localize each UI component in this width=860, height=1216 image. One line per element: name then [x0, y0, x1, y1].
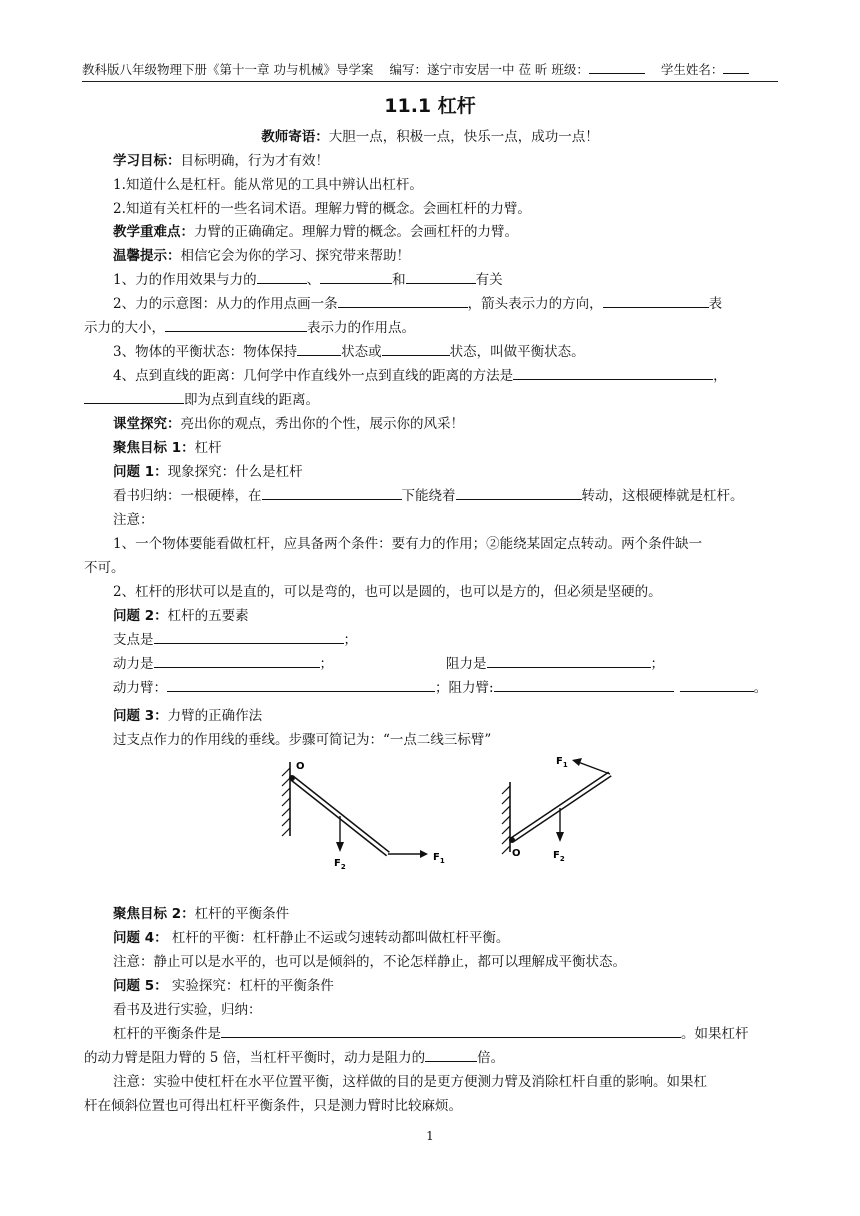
classroom-heading: 课堂探究：亮出你的观点，秀出你的个性，展示你的风采！: [113, 416, 464, 432]
wall-hatching: [282, 762, 290, 836]
force-f2-label: $F_2$: [553, 850, 565, 863]
problem-5-line-2: 杠杆的平衡条件是 。如果杠杆: [113, 1026, 749, 1042]
problem-3-heading: 问题 3：力臂的正确作法: [113, 708, 263, 724]
answer-blank[interactable]: [262, 487, 402, 500]
problem-2-heading: 问题 2：杠杆的五要素: [113, 608, 249, 624]
pivot-label: O: [296, 761, 305, 772]
force-f1-label: $F_1$: [433, 852, 445, 865]
answer-blank[interactable]: [406, 271, 476, 284]
answer-blank[interactable]: [382, 343, 450, 356]
problem-1-heading: 问题 1：现象探究：什么是杠杆: [113, 464, 303, 480]
student-name-blank[interactable]: [723, 61, 749, 74]
note-item-1: 1、一个物体要能看做杠杆，应具备两个条件：要有力的作用；②能绕某固定点转动。两个条件缺一: [113, 536, 703, 552]
problem-5-line-3: 的动力臂是阻力臂的 5 倍，当杠杆平衡时，动力是阻力的 倍。: [84, 1050, 505, 1066]
note-item-1-cont: 不可。: [84, 560, 125, 576]
effort-blank[interactable]: [154, 655, 320, 668]
answer-blank[interactable]: [320, 271, 392, 284]
problem-5-note-cont: 杆在倾斜位置也可得出杠杆平衡条件，只是测力臂时比较麻烦。: [84, 1098, 462, 1114]
key-points: 教学重难点：力臂的正确确定。理解力臂的概念。会画杠杆的力臂。: [113, 224, 518, 240]
answer-blank[interactable]: [603, 295, 709, 308]
problem-4: 问题 4： 杠杆的平衡：杠杆静止不运或匀速转动都叫做杠杆平衡。: [113, 930, 510, 946]
note-item-2: 2、杠杆的形状可以是直的，可以是弯的，也可以是圆的，也可以是方的，但必须是坚硬的。: [113, 584, 662, 600]
teacher-message: 教师寄语：大胆一点，积极一点，快乐一点，成功一点！: [261, 129, 599, 145]
tips-heading: 温馨提示：相信它会为你的学习、探究带来帮助！: [113, 248, 410, 264]
fulcrum-row: 支点是 ；: [113, 632, 357, 648]
page-title: 11.1 杠杆: [384, 95, 476, 117]
tip-question-1: 1、力的作用效果与力的 、 和 有关: [113, 272, 503, 288]
arm-row: 动力臂： ；阻力臂: 。: [113, 680, 768, 696]
header-book-title: 教科版八年级物理下册《第十一章 功与机械》导学案: [82, 62, 374, 77]
learning-goals: 学习目标：目标明确，行为才有效！: [113, 153, 329, 169]
resistance-blank[interactable]: [487, 655, 651, 668]
force-f1-arrow: [388, 850, 428, 858]
lever-figure-2: [490, 752, 640, 872]
problem-5-line-1: 看书及进行实验，归纳：: [113, 1002, 262, 1018]
fulcrum-blank[interactable]: [154, 631, 344, 644]
answer-blank[interactable]: [165, 319, 307, 332]
pivot-point: [289, 775, 295, 781]
problem-4-note: 注意：静止可以是水平的，也可以是倾斜的，不论怎样静止，都可以理解成平衡状态。: [113, 954, 626, 970]
answer-blank[interactable]: [84, 391, 184, 404]
header-author: 编写：遂宁市安居一中 莅 昕 班级：: [389, 62, 589, 77]
force-f2-label: $F_2$: [334, 858, 346, 871]
tip-question-2-cont: 示力的大小， 表示力的作用点。: [84, 320, 415, 336]
effort-arm-blank[interactable]: [167, 679, 435, 692]
pivot-point: [509, 837, 515, 843]
tip-question-3: 3、物体的平衡状态：物体保持 状态或 状态，叫做平衡状态。: [113, 344, 585, 360]
page-header: [82, 60, 778, 82]
multiple-blank[interactable]: [425, 1049, 477, 1062]
tip-question-4: 4、点到直线的距离：几何学中作直线外一点到直线的距离的方法是 ，: [113, 368, 727, 384]
force-f1-arrow: [572, 758, 610, 774]
goal-item: 1.知道什么是杠杆。能从常见的工具中辨认出杠杆。: [113, 177, 423, 193]
lever-rod: [512, 774, 610, 840]
force-f1-label: $F_1$: [556, 756, 568, 769]
focus-goal-1: 聚焦目标 1：杠杆: [113, 440, 222, 456]
problem-5-heading: 问题 5： 实验探究：杠杆的平衡条件: [113, 978, 334, 994]
resistance-arm-blank-2[interactable]: [680, 679, 754, 692]
answer-blank[interactable]: [513, 367, 713, 380]
resistance-arm-blank[interactable]: [494, 679, 674, 692]
problem-3-desc: 过支点作力的作用线的垂线。步骤可简记为：“一点二线三标臂”: [113, 732, 492, 748]
page-number: 1: [426, 1129, 434, 1143]
answer-blank[interactable]: [456, 487, 582, 500]
problem-5-note: 注意：实验中使杠杆在水平位置平衡，这样做的目的是更方便测力臂及消除杠杆自重的影响。如果杠: [113, 1074, 707, 1090]
answer-blank[interactable]: [297, 343, 341, 356]
answer-blank[interactable]: [338, 295, 468, 308]
resistance-row: 阻力是 ；: [446, 656, 664, 672]
tip-question-4-cont: 即为点到直线的距离。: [84, 390, 319, 410]
header-student-label: 学生姓名：: [660, 62, 724, 77]
balance-condition-blank[interactable]: [221, 1025, 681, 1038]
lever-figure-1: [270, 756, 460, 876]
goal-item: 2.知道有关杠杆的一些名词术语。理解力臂的概念。会画杠杆的力臂。: [113, 201, 531, 217]
note-label: 注意：: [113, 512, 154, 528]
answer-blank[interactable]: [257, 271, 307, 284]
wall-hatching: [502, 782, 510, 854]
pivot-label: O: [512, 848, 521, 859]
problem-1-summary: 看书归纳：一根硬棒，在 下能绕着 转动，这根硬棒就是杠杆。: [113, 488, 744, 504]
focus-goal-2: 聚焦目标 2：杠杆的平衡条件: [113, 906, 290, 922]
effort-row: 动力是 ；: [113, 656, 333, 672]
class-blank[interactable]: [589, 61, 645, 74]
tip-question-2: 2、力的示意图：从力的作用点画一条 ，箭头表示力的方向， 表: [113, 296, 723, 312]
